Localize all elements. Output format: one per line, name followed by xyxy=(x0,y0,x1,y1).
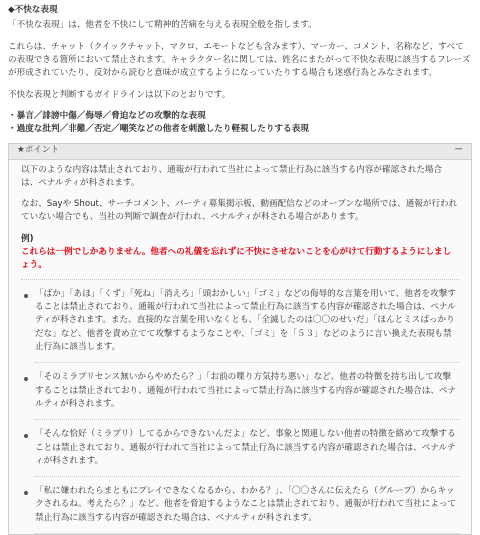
example-label: 例) xyxy=(21,233,459,246)
example-list xyxy=(21,288,459,534)
collapse-icon[interactable]: － xyxy=(454,144,463,157)
example-text: 「そのミラプリセンス無いからやめたら？」「お前の喋り方気持ち悪い」など、他者の特徴を持ち出して攻撃することは禁止されており、通報が行われて当社によって禁止行為に該当する内容が確認された場合は、ペナルティが科されます。 xyxy=(35,371,459,420)
example-item xyxy=(21,485,459,534)
guideline-intro: 不快な表現と判断するガイドラインは以下のとおりです。 xyxy=(8,89,472,102)
scope-text: これらは、チャット（クイックチャット、マクロ、エモートなども含みます）、マーカー、コメント、名称など、すべての表現できる箇所において禁止されます。キャラクター名に関しては、姓名にまたがって不快な表現に該当するフレーズが形成されていたり、反対から読むと意味が成立するようになっていたりする場合も迷惑行為とみなされます。 xyxy=(8,41,472,81)
example-item xyxy=(21,371,459,420)
point-box-header[interactable] xyxy=(9,144,471,160)
point-title: ★ポイント xyxy=(17,144,59,157)
point-box-body xyxy=(9,160,471,535)
divider xyxy=(21,279,459,280)
point-paragraph-2: なお、Sayや Shout、サーチコメント、パーティ募集掲示板、動画配信などのオープンな場所では、通報が行われていない場合でも、当社の判断で調査が行われ、ペナルティが科される場合があります。 xyxy=(21,198,459,225)
guideline-item: ・暴言／誹謗中傷／侮辱／脅迫などの攻撃的な表現 xyxy=(8,110,472,123)
example-item xyxy=(21,288,459,364)
point-paragraph-1: 以下のような内容は禁止されており、通報が行われて当社によって禁止行為に該当する内容が確認された場合は、ペナルティが科されます。 xyxy=(21,164,459,191)
example-text: 「ばか」「あほ」「くず」「死ね」「消えろ」「頭おかしい」「ゴミ」などの侮辱的な言葉を用いて、他者を攻撃することは禁止されており、通報が行われて当社によって禁止行為に該当する内容が確認された場合は、ペナルティが科されます。また、直接的な言葉を用いなくとも、「全滅したのは〇〇のせいだ」「ほんとミスばっかりだな」など、他者を責め立てて攻撃するようなことや、「ゴミ」を「５３」などのように言い換えた表現も禁止行為に該当します。 xyxy=(35,288,459,364)
intro-text: 「不快な表現」は、他者を不快にして精神的苦痛を与える表現全般を指します。 xyxy=(8,19,472,32)
example-text: 「私に嫌われたらまともにプレイできなくなるから、わかる？」、「〇〇さんに伝えたら（グループ）からキックされるね。考えたら？」など、他者を脅迫するようなことは禁止されており、通報が行われて当社によって禁止行為に該当する内容が確認された場合は、ペナルティが科されます。 xyxy=(35,485,459,534)
guideline-item: ・過度な批判／非難／否定／嘲笑などの他者を刺激したり軽視したりする表現 xyxy=(8,123,472,136)
point-box xyxy=(8,143,472,535)
example-text: 「そんな恰好（ミラプリ）してるからできないんだよ」など、事象と関連しない他者の特徴を絡めて攻撃することは禁止されており、通報が行われて当社によって禁止行為に該当する内容が確認された場合は、ペナルティが科されます。 xyxy=(35,428,459,477)
example-item xyxy=(21,428,459,477)
warning-text: これらは一例でしかありません。他者への礼儀を忘れずに不快にさせないことを心がけて行動するようにしましょう。 xyxy=(21,246,459,273)
section-heading: ◆不快な表現 xyxy=(8,4,472,17)
guideline-list xyxy=(8,110,472,137)
